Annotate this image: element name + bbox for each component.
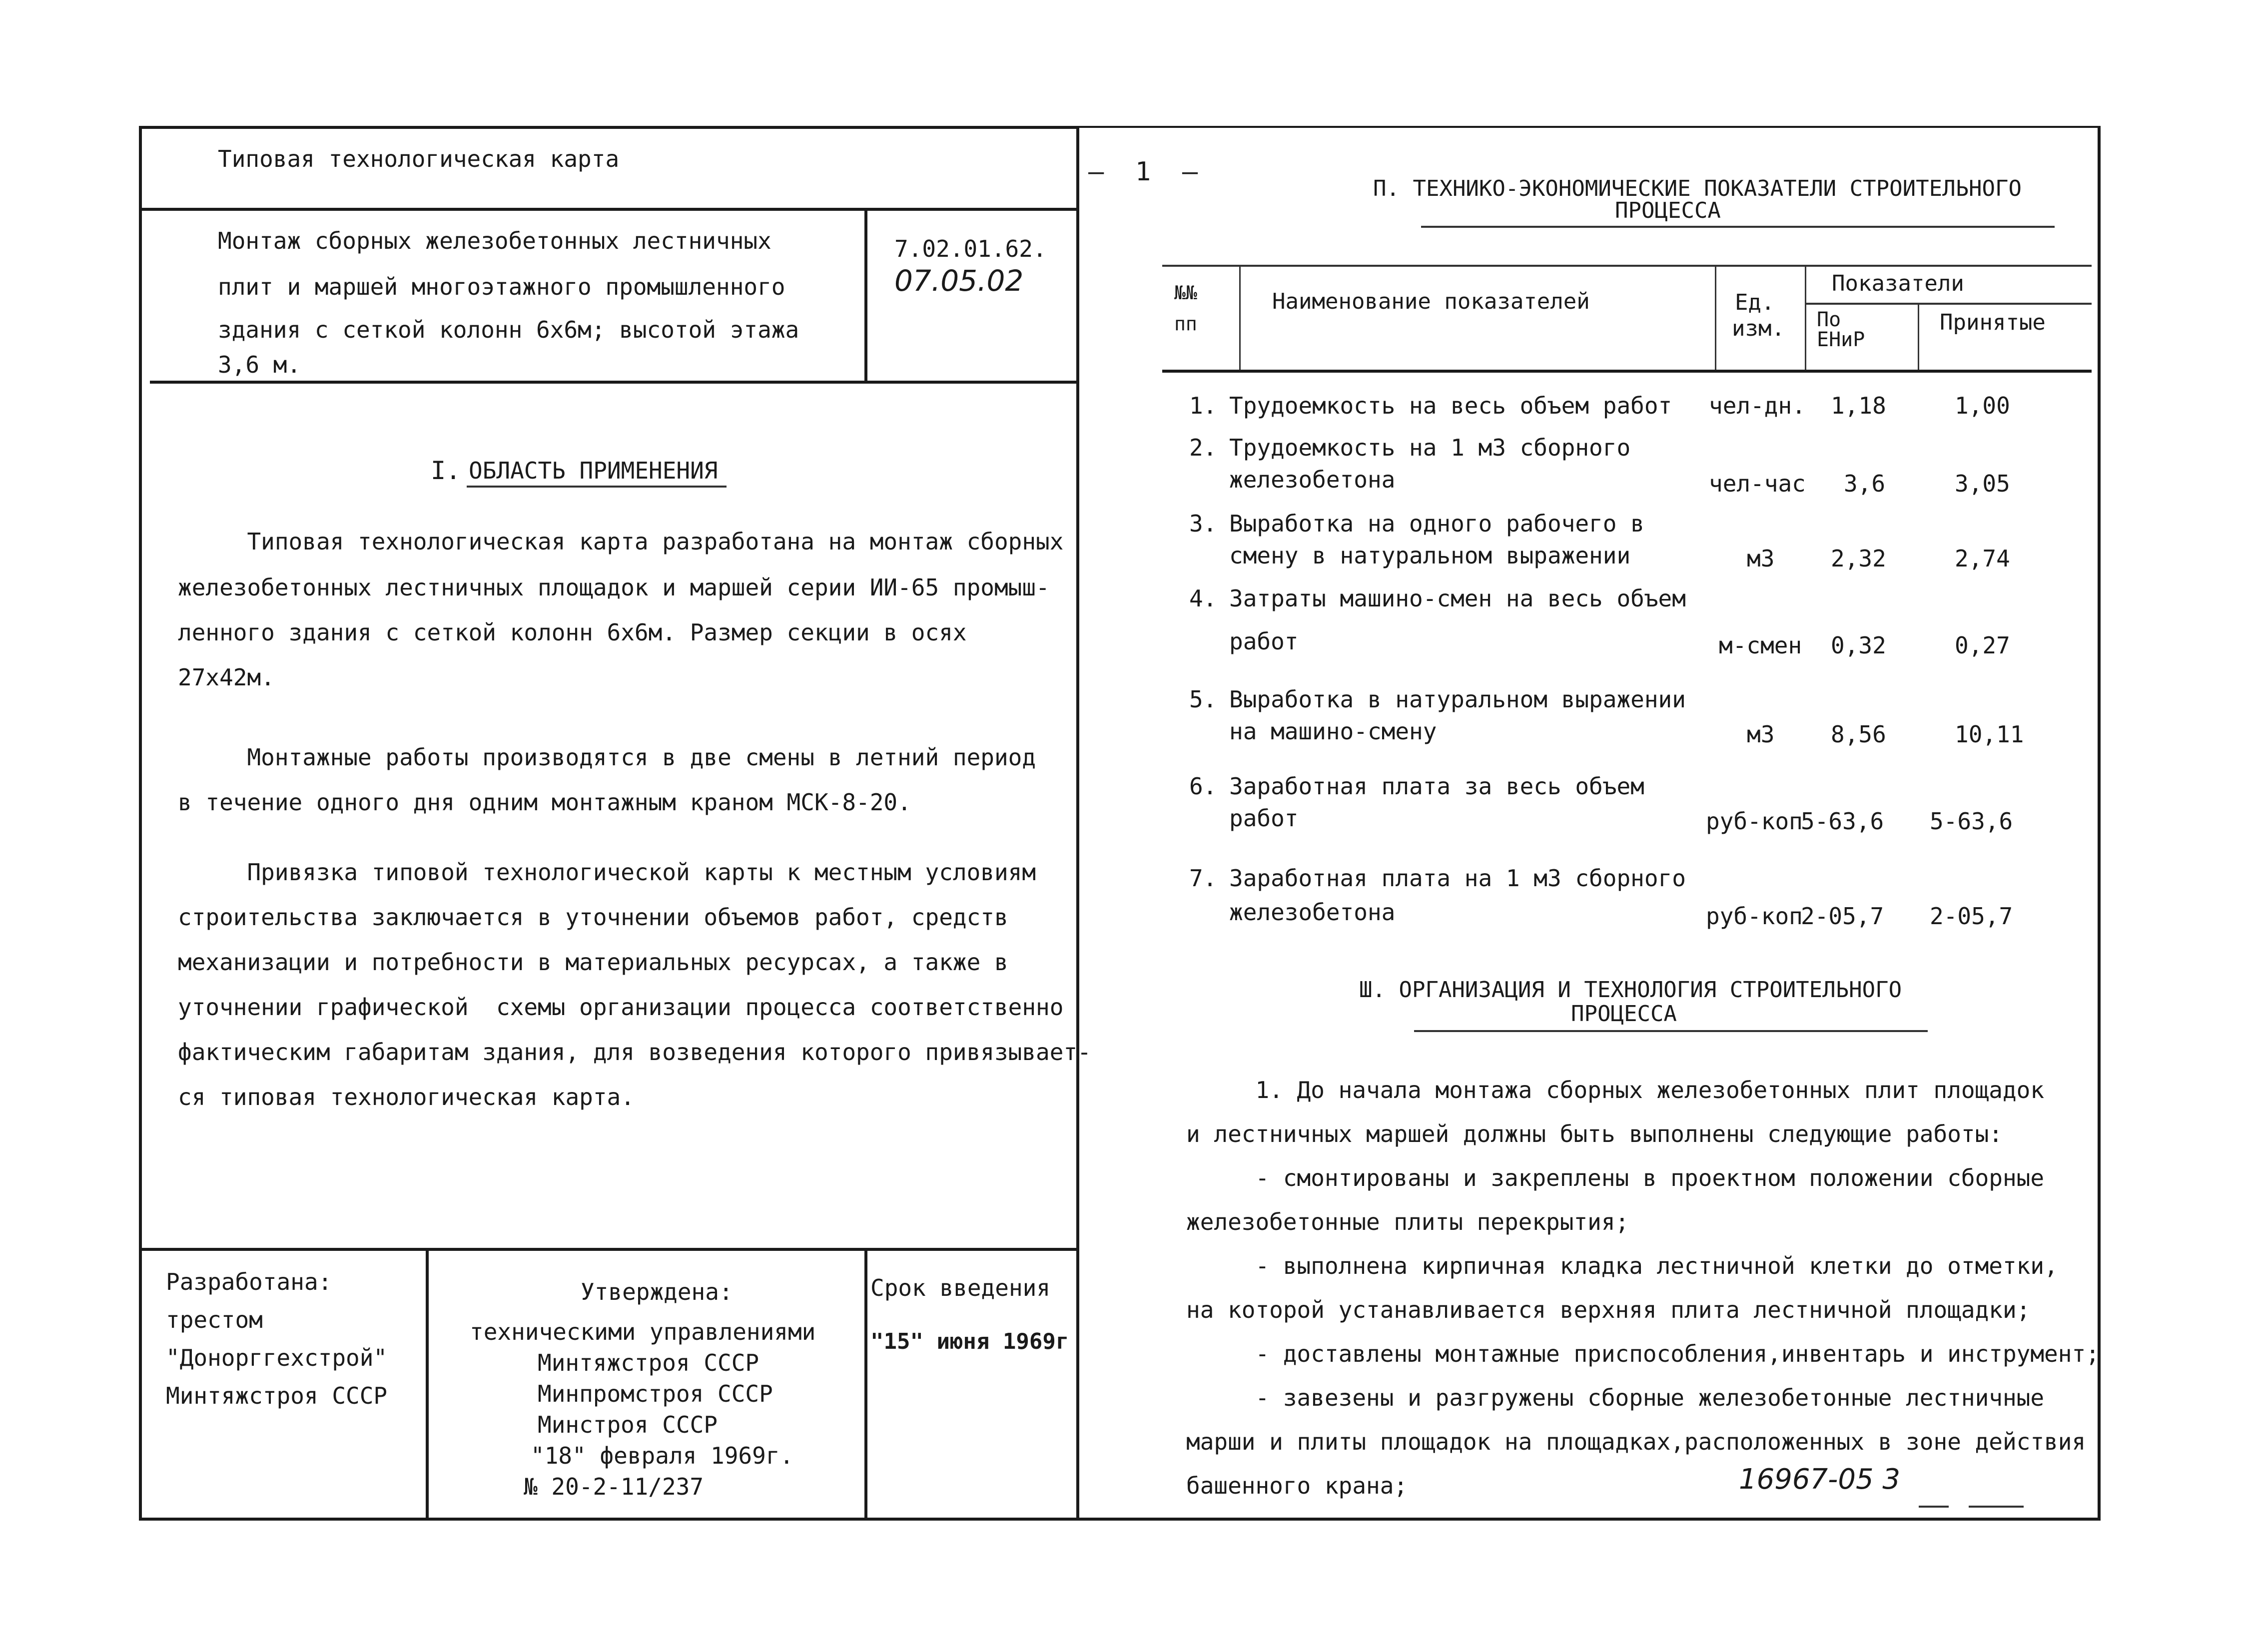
section3-heading-line1: Ш. ОРГАНИЗАЦИЯ И ТЕХНОЛОГИЯ СТРОИТЕЛЬНОГО (1359, 977, 1902, 1003)
row-accepted: 10,11 (1955, 721, 2024, 748)
table-col-divider-1 (1239, 265, 1241, 370)
col-accepted-header: Принятые (1940, 310, 2046, 335)
row-name: Выработка в натуральном выражении (1229, 686, 1686, 713)
row-norm: 2-05,7 (1801, 903, 1884, 930)
paragraph-line: - выполнена кирпичная кладка лестничной клетки до отметки, (1186, 1252, 2058, 1279)
frame-top-left (139, 126, 1076, 129)
section1-heading: ОБЛАСТЬ ПРИМЕНЕНИЯ (469, 457, 718, 484)
paragraph-line: Привязка типовой технологической карты к местным условиям (178, 859, 1036, 886)
title-box-bottom (150, 381, 1076, 384)
approval-line: "18" февраля 1969г. (531, 1442, 794, 1469)
footer-block-top (139, 1248, 1076, 1251)
row-unit: руб-коп (1706, 808, 1803, 835)
row-num: 1. (1189, 392, 1217, 419)
row-accepted: 2-05,7 (1930, 903, 2013, 930)
row-norm: 2,32 (1831, 545, 1886, 572)
approval-line: Минпромстроя СССР (538, 1380, 773, 1407)
page-number: — 1 — (1088, 157, 1198, 187)
row-accepted: 2,74 (1955, 545, 2010, 572)
topic-line: плит и маршей многоэтажного промышленного (218, 273, 785, 300)
row-name: железобетона (1229, 466, 1396, 493)
paragraph-line: фактическим габаритам здания, для возведения которого привязывает- (178, 1039, 1091, 1066)
row-num: 6. (1189, 773, 1217, 800)
developer-line: Разработана: (166, 1268, 332, 1295)
topic-line: здания с сеткой колонн 6х6м; высотой этажа (218, 316, 799, 343)
approval-title: Утверждена: (581, 1278, 733, 1305)
row-name: на машино-смену (1229, 718, 1437, 745)
developer-line: Минтяжстроя СССР (166, 1382, 388, 1409)
frame-bottom (139, 1518, 2101, 1521)
row-name: Заработная плата за весь объем (1229, 773, 1644, 800)
frame-right (2098, 126, 2101, 1521)
row-accepted: 1,00 (1955, 392, 2010, 419)
paragraph-line: ся типовая технологическая карта. (178, 1084, 635, 1110)
paragraph-line: 27х42м. (178, 664, 275, 691)
paragraph-line: Монтажные работы производятся в две смены в летний период (178, 744, 1036, 771)
row-num: 4. (1189, 585, 1217, 612)
stamp-underline (1919, 1506, 1949, 1508)
row-name: работ (1229, 628, 1299, 655)
col-indicators-header: Показатели (1832, 271, 1964, 296)
col-norm-header-1: По (1817, 308, 1841, 331)
paragraph-line: механизации и потребности в материальных ресурсах, а также в (178, 949, 1008, 976)
paragraph-line: на которой устанавливается верхняя плита лестничной площадки; (1186, 1296, 2031, 1323)
section3-heading-underline (1414, 1030, 1928, 1032)
section2-heading-line1: П. ТЕХНИКО-ЭКОНОМИЧЕСКИЕ ПОКАЗАТЕЛИ СТРОИТЕЛЬНОГО (1373, 176, 2022, 201)
section1-number: I. (431, 456, 461, 485)
topic-line: 3,6 м. (218, 351, 301, 378)
paragraph-line: - смонтированы и закреплены в проектном положении сборные (1186, 1164, 2045, 1191)
developer-line: трестом (166, 1306, 263, 1333)
approval-line: № 20-2-11/237 (524, 1473, 704, 1500)
section2-heading-underline (1421, 226, 2055, 228)
row-name: работ (1229, 805, 1299, 832)
col-unit-header-2: изм. (1732, 316, 1785, 341)
col-norm-header-2: ЕНиР (1817, 328, 1865, 351)
paragraph-line: строительства заключается в уточнении объемов работ, средств (178, 904, 1008, 931)
col-name-header: Наименование показателей (1272, 289, 1590, 314)
term-title: Срок введения (870, 1274, 1051, 1301)
row-name: Трудоемкость на 1 м3 сборного (1229, 434, 1631, 461)
row-num: 7. (1189, 865, 1217, 892)
approval-line: Минтяжстроя СССР (538, 1349, 759, 1376)
paragraph-line: ленного здания с сеткой колонн 6х6м. Размер секции в осях (178, 619, 967, 646)
paragraph-line: и лестничных маршей должны быть выполнены следующие работы: (1186, 1120, 2003, 1147)
paragraph-line: - доставлены монтажные приспособления,инвентарь и инструмент; (1186, 1340, 2100, 1367)
row-unit: м-смен (1719, 632, 1802, 659)
row-num: 2. (1189, 434, 1217, 461)
row-unit: чел-дн. (1709, 392, 1806, 419)
row-accepted: 0,27 (1955, 632, 2010, 659)
row-norm: 0,32 (1831, 632, 1886, 659)
row-name: Затраты машино-смен на весь объем (1229, 585, 1686, 612)
row-name: Трудоемкость на весь объем работ (1229, 392, 1672, 419)
row-unit: чел-час (1709, 470, 1806, 497)
paragraph-line: башенного крана; (1186, 1472, 1408, 1499)
table-col-divider-2 (1715, 265, 1716, 370)
col-num-header-1: №№ (1174, 282, 1197, 304)
row-name: железобетона (1229, 899, 1396, 926)
row-num: 3. (1189, 510, 1217, 537)
col-unit-header-1: Ед. (1735, 290, 1775, 315)
row-name: смену в натуральном выражении (1229, 542, 1631, 569)
frame-top-right (1076, 126, 2101, 128)
row-unit: руб-коп (1706, 903, 1803, 930)
paragraph-line: уточнении графической схемы организации процесса соответственно (178, 994, 1064, 1021)
row-norm: 5-63,6 (1801, 808, 1884, 835)
paragraph-line: железобетонные плиты перекрытия; (1186, 1208, 1629, 1235)
table-col-divider-4 (1918, 303, 1919, 370)
table-col-divider-3 (1805, 265, 1806, 370)
topic-line: Монтаж сборных железобетонных лестничных (218, 227, 771, 254)
table-header-top (1162, 265, 2092, 267)
term-value: "15" июня 1969г (870, 1329, 1069, 1354)
frame-middle-divider (1076, 126, 1079, 1521)
frame-left (139, 126, 142, 1521)
title-code-divider (864, 208, 867, 383)
paragraph-line: - завезены и разгружены сборные железобетонные лестничные (1186, 1384, 2045, 1411)
table-header-bottom (1162, 370, 2092, 373)
row-norm: 8,56 (1831, 721, 1886, 748)
section2-heading-line2: ПРОЦЕССА (1615, 198, 1721, 223)
approval-line: техническими управлениями (470, 1318, 816, 1345)
paragraph-line: марши и плиты площадок на площадках,расположенных в зоне действия (1186, 1428, 2086, 1455)
paragraph-line: в течение одного дня одним монтажным краном МСК-8-20. (178, 789, 911, 816)
section1-heading-underline (467, 486, 727, 488)
row-unit: м3 (1747, 721, 1775, 748)
col-num-header-2: пп (1174, 313, 1197, 335)
row-norm: 1,18 (1831, 392, 1886, 419)
stamp-number: 16967-05 3 (1739, 1463, 1901, 1496)
section3-heading-line2: ПРОЦЕССА (1571, 1001, 1677, 1027)
stamp-underline-2 (1969, 1506, 2024, 1508)
row-accepted: 5-63,6 (1930, 808, 2013, 835)
paragraph-line: железобетонных лестничных площадок и маршей серии ИИ-65 промыш- (178, 574, 1050, 601)
row-name: Заработная плата на 1 м3 сборного (1229, 865, 1686, 892)
row-unit: м3 (1747, 545, 1775, 572)
title-box-divider (139, 208, 1076, 211)
title-box-text: Типовая технологическая карта (218, 145, 620, 172)
row-name: Выработка на одного рабочего в (1229, 510, 1644, 537)
developer-line: "Донорггехстрой" (166, 1344, 388, 1371)
row-norm: 3,6 (1844, 470, 1886, 497)
footer-divider-2 (864, 1248, 867, 1521)
approval-line: Минстроя СССР (538, 1411, 718, 1438)
footer-divider-1 (426, 1248, 429, 1521)
row-accepted: 3,05 (1955, 470, 2010, 497)
paragraph-line: 1. До начала монтажа сборных железобетонных плит площадок (1186, 1077, 2045, 1103)
document-code: 7.02.01.62. (894, 235, 1047, 262)
indicators-sub-line (1806, 303, 2092, 305)
paragraph-line: Типовая технологическая карта разработана на монтаж сборных (178, 528, 1064, 555)
row-num: 5. (1189, 686, 1217, 713)
document-code-handwritten: 07.05.02 (894, 264, 1024, 298)
